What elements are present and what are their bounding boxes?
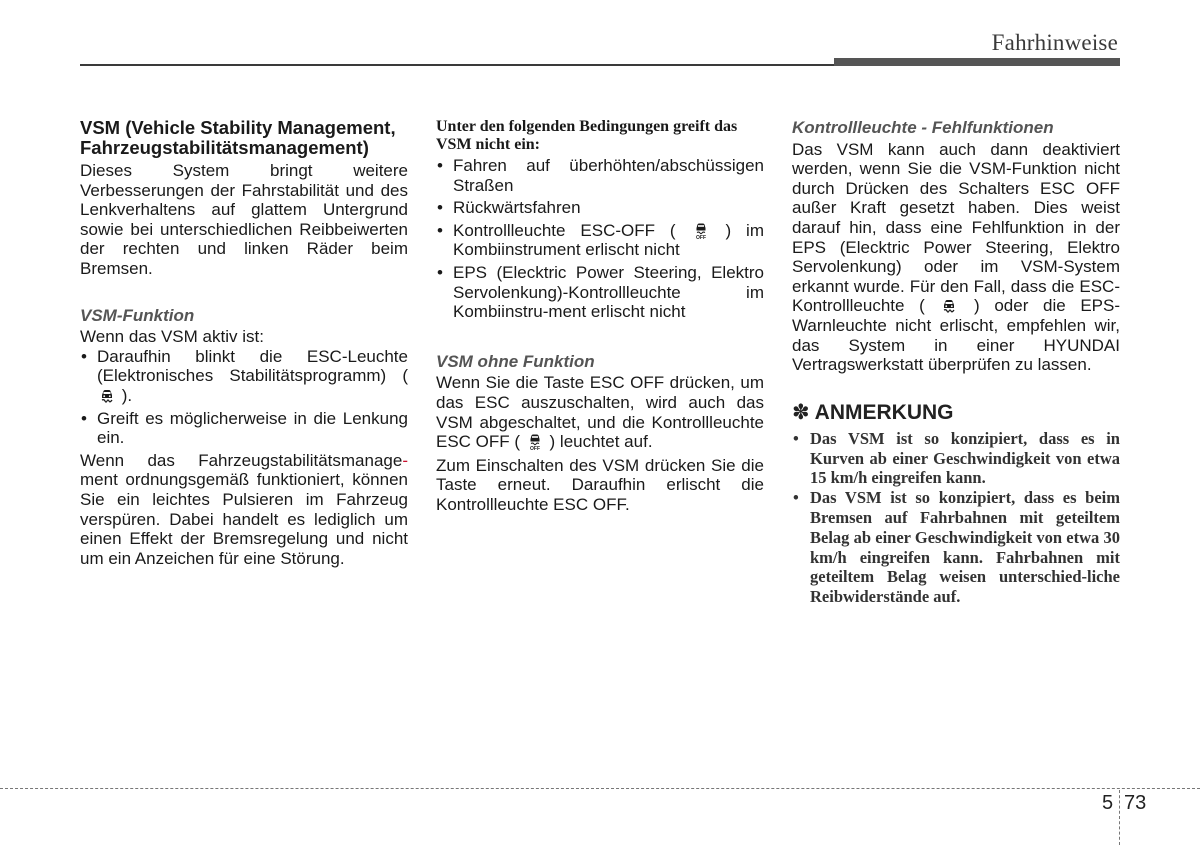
note-heading: ✽ ANMERKUNG: [792, 400, 954, 424]
vsm-pulsation-paragraph: Wenn das Fahrzeugstabilitätsmanage- ment ordnungsgemäß funktioniert, können Sie ein leichtes Pulsieren im Fahrzeug verspüren. Dabei handelt es lediglich um einen Effekt der Bremsregelung und nicht um ein Anzeichen für eine Störung.: [80, 450, 408, 568]
column-1: [80, 118, 408, 568]
list-item: • Greift es möglicherweise in die Lenkung ein.: [80, 409, 408, 448]
svg-text:OFF: OFF: [695, 234, 706, 240]
header-rule-bar: [834, 58, 1120, 66]
footer-rule: [0, 788, 1200, 789]
list-item: • Fahren auf überhöhten/abschüssigen Straßen: [436, 156, 764, 195]
vsm-off-heading: VSM ohne Funktion: [436, 351, 595, 371]
esc-off-icon: [527, 433, 543, 451]
vsm-off-paragraph-1: Wenn Sie die Taste ESC OFF drücken, um das ESC auszuschalten, wird auch das VSM abgeschaltet, und die Kontrollleuchte ESC OFF ( OFF ) leuchtet auf.: [436, 373, 764, 452]
vsm-active-list: [80, 347, 408, 448]
list-item: • EPS (Elecktric Power Steering, Elektro Servolenkung)-Kontrollleuchte im Kombiinstru-ment erlischt nicht: [436, 263, 764, 322]
footer-divider: [1119, 790, 1120, 845]
list-item: • Das VSM ist so konzipiert, dass es beim Bremsen auf Fahrbahnen mit geteiltem Belag ab einer Geschwindigkeit von etwa 30 km/h eingreifen kann. Fahrbahnen mit geteiltem Belag weisen unterschied-liche Reibwiderstände auf.: [792, 488, 1120, 607]
page-number: 73: [1124, 792, 1147, 814]
column-2: [436, 118, 764, 515]
esc-off-icon: [693, 222, 709, 240]
header-rule: [80, 64, 836, 66]
vsm-intro-paragraph: Dieses System bringt weitere Verbesserungen der Fahrstabilität und des Lenkverhaltens auf glattem Untergrund sowie bei unterschiedlichen Reibbeiwerten der rechten und linken Räder beim Bremsen.: [80, 161, 408, 278]
esc-skid-car-icon: [99, 387, 115, 405]
vsm-active-line: Wenn das VSM aktiv ist:: [80, 327, 264, 347]
conditions-heading: Unter den folgenden Bedingungen greift das VSM nicht ein:: [436, 118, 738, 153]
malfunction-paragraph: Das VSM kann auch dann deaktiviert werden, wenn Sie die VSM-Funktion nicht durch Drücken des Schalters ESC OFF außer Kraft gesetzt haben. Dies weist darauf hin, dass eine Fehlfunktion in der EPS (Elecktric Power Steering, Elektro Servolenkung) oder im VSM-System erkannt wurde. Für den Fall, dass die ESC-Kontrollleuchte ( ) oder die EPS-Warnleuchte nicht erlischt, empfehlen wir, das System in einer HYUNDAI Vertragswerkstatt überprüfen zu lassen.: [792, 139, 1120, 375]
column-3: [792, 118, 1120, 607]
esc-skid-car-icon: [941, 297, 957, 315]
list-item: • Kontrollleuchte ESC-OFF ( OFF ) im Kombiinstrument erlischt nicht: [436, 221, 764, 260]
chapter-number: 5: [1102, 792, 1114, 814]
vsm-function-heading: VSM-Funktion: [80, 305, 195, 325]
vsm-section-title: VSM (Vehicle Stability Management, Fahrzeugstabilitätsmanagement): [80, 117, 396, 158]
note-list: [792, 429, 1120, 607]
malfunction-heading: Kontrollleuchte - Fehlfunktionen: [792, 118, 1054, 137]
list-item: • Das VSM ist so konzipiert, dass es in Kurven ab einer Geschwindigkeit von etwa 15 km/h eingreifen kann.: [792, 429, 1120, 488]
list-item: • Daraufhin blinkt die ESC-Leuchte (Elektronisches Stabilitätsprogramm) ( ).: [80, 347, 408, 406]
vsm-off-paragraph-2: Zum Einschalten des VSM drücken Sie die Taste erneut. Daraufhin erlischt die Kontrollleuchte ESC OFF.: [436, 455, 764, 514]
page-header-title: Fahrhinweise: [991, 30, 1118, 55]
svg-text:OFF: OFF: [529, 446, 540, 452]
list-item: • Rückwärtsfahren: [436, 198, 764, 218]
conditions-list: [436, 156, 764, 322]
